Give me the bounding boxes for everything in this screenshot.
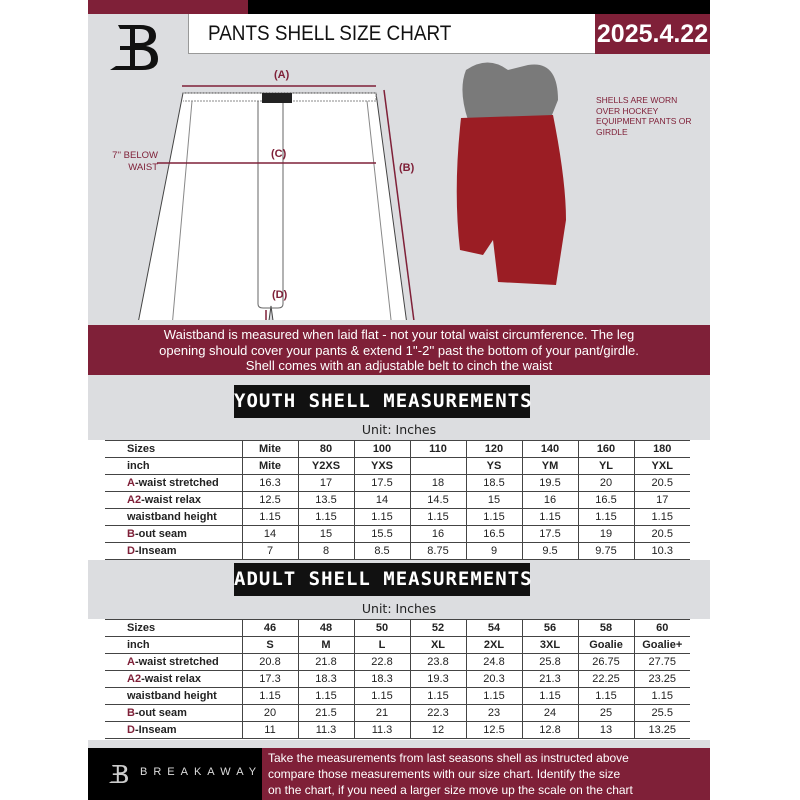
table-cell: 23.25 <box>634 671 690 688</box>
table-cell: Goalie+ <box>634 637 690 654</box>
table-cell: 21.8 <box>298 654 354 671</box>
youth-section-title: YOUTH SHELL MEASUREMENTS <box>234 385 530 418</box>
measure-code: A2 <box>127 494 142 506</box>
footer-line: on the chart, if you need a larger size move up the scale on the chart <box>268 783 633 797</box>
measure-label: Sizes <box>127 622 156 634</box>
top-bar-accent <box>88 0 248 14</box>
table-row <box>105 705 690 722</box>
table-cell: 17 <box>634 492 690 509</box>
measure-label: waistband height <box>127 511 217 523</box>
table-cell: 100 <box>354 441 410 458</box>
table-cell: 13.5 <box>298 492 354 509</box>
table-cell: 120 <box>466 441 522 458</box>
table-cell: 10.3 <box>634 543 690 560</box>
table-cell: 56 <box>522 620 578 637</box>
page-title: PANTS SHELL SIZE CHART <box>208 22 452 45</box>
measurement-info-banner <box>88 325 710 375</box>
adult-unit: Unit: Inches <box>361 601 437 616</box>
table-cell: 16 <box>522 492 578 509</box>
youth-size-table <box>105 440 690 560</box>
table-cell: 58 <box>578 620 634 637</box>
table-cell: 1.15 <box>634 509 690 526</box>
table-cell: 46 <box>242 620 298 637</box>
measure-label: waistband height <box>127 690 217 702</box>
measure-label: -Inseam <box>134 545 177 557</box>
table-cell: 14 <box>242 526 298 543</box>
table-cell: 27.75 <box>634 654 690 671</box>
table-cell: 16.5 <box>578 492 634 509</box>
table-cell: YXS <box>354 458 410 475</box>
table-cell: 15 <box>298 526 354 543</box>
table-cell: YL <box>578 458 634 475</box>
table-cell: 22.25 <box>578 671 634 688</box>
c-note: 7'' BELOW WAIST <box>112 150 158 173</box>
banner-line: Shell comes with an adjustable belt to cinch the waist <box>245 358 553 373</box>
table-cell: 18.5 <box>466 475 522 492</box>
table-cell: 1.15 <box>634 688 690 705</box>
row-label <box>105 671 242 688</box>
label-b: (B) <box>399 162 415 174</box>
table-cell: 11 <box>242 722 298 739</box>
table-cell: 60 <box>634 620 690 637</box>
table-row <box>105 441 690 458</box>
youth-unit: Unit: Inches <box>361 422 437 437</box>
shell-note: SHELLS ARE WORN OVER HOCKEY EQUIPMENT PANTS OR GIRDLE <box>596 95 692 137</box>
table-cell: 26.75 <box>578 654 634 671</box>
table-cell: Mite <box>242 458 298 475</box>
measure-label: -out seam <box>134 528 187 540</box>
measure-code: B <box>127 528 135 540</box>
table-cell: 11.3 <box>354 722 410 739</box>
date-badge: 2025.4.22 <box>595 14 710 54</box>
table-cell: 22.3 <box>410 705 466 722</box>
row-label <box>105 492 242 509</box>
table-row <box>105 620 690 637</box>
table-cell: 54 <box>466 620 522 637</box>
table-cell: 18.3 <box>298 671 354 688</box>
table-row <box>105 637 690 654</box>
banner-line: Waistband is measured when laid flat - not your total waist circumference. The leg <box>163 327 635 342</box>
table-cell: 1.15 <box>242 688 298 705</box>
table-row <box>105 509 690 526</box>
table-cell: 52 <box>410 620 466 637</box>
measure-code: A2 <box>127 673 142 685</box>
table-cell: 19.3 <box>410 671 466 688</box>
measure-label: inch <box>127 460 150 472</box>
row-label <box>105 654 242 671</box>
table-cell: 9.5 <box>522 543 578 560</box>
label-a: (A) <box>274 69 290 81</box>
table-cell: 140 <box>522 441 578 458</box>
table-cell: 19 <box>578 526 634 543</box>
label-c: (C) <box>271 148 287 160</box>
measure-label: -waist relax <box>141 673 201 685</box>
measure-label: -out seam <box>134 707 187 719</box>
table-cell: 80 <box>298 441 354 458</box>
table-row <box>105 458 690 475</box>
table-cell: 1.15 <box>466 509 522 526</box>
table-cell: 20.8 <box>242 654 298 671</box>
table-cell: 9.75 <box>578 543 634 560</box>
table-cell: 1.15 <box>354 688 410 705</box>
table-cell: 160 <box>578 441 634 458</box>
table-cell: 21 <box>354 705 410 722</box>
table-cell: 19.5 <box>522 475 578 492</box>
table-cell: 12 <box>410 722 466 739</box>
table-cell: 24 <box>522 705 578 722</box>
table-cell: 17 <box>298 475 354 492</box>
table-cell: 20.5 <box>634 526 690 543</box>
table-cell: 22.8 <box>354 654 410 671</box>
measure-label: -waist stretched <box>134 477 219 489</box>
table-row <box>105 688 690 705</box>
table-cell: 25.5 <box>634 705 690 722</box>
table-cell: 1.15 <box>466 688 522 705</box>
table-cell: 1.15 <box>410 688 466 705</box>
table-cell: 1.15 <box>242 509 298 526</box>
measure-code: D <box>127 724 135 736</box>
table-cell: M <box>298 637 354 654</box>
footer-instructions <box>262 748 710 800</box>
measure-code: B <box>127 707 135 719</box>
table-row <box>105 475 690 492</box>
table-cell: 25 <box>578 705 634 722</box>
table-row <box>105 526 690 543</box>
row-label <box>105 722 242 739</box>
table-cell: S <box>242 637 298 654</box>
banner-line: opening should cover your pants & extend 1''-2'' past the bottom of your pant/girdle. <box>159 342 639 358</box>
table-row <box>105 671 690 688</box>
measure-code: D <box>127 545 135 557</box>
table-cell: 50 <box>354 620 410 637</box>
table-cell: 8.75 <box>410 543 466 560</box>
buckle-icon <box>262 93 292 103</box>
row-label <box>105 526 242 543</box>
row-label <box>105 458 242 475</box>
measure-label: inch <box>127 639 150 651</box>
table-cell: 14 <box>354 492 410 509</box>
table-cell: 7 <box>242 543 298 560</box>
table-cell: XL <box>410 637 466 654</box>
measure-label: -Inseam <box>134 724 177 736</box>
table-cell: 18.3 <box>354 671 410 688</box>
table-cell: 180 <box>634 441 690 458</box>
table-row <box>105 543 690 560</box>
table-cell: 1.15 <box>298 509 354 526</box>
table-cell: 20 <box>242 705 298 722</box>
adult-section-title: ADULT SHELL MEASUREMENTS <box>234 563 530 596</box>
footer-line: Take the measurements from last seasons shell as instructed above <box>268 751 629 765</box>
row-label <box>105 637 242 654</box>
table-cell: Goalie <box>578 637 634 654</box>
table-cell: 1.15 <box>410 509 466 526</box>
table-cell: 9 <box>466 543 522 560</box>
table-cell: 48 <box>298 620 354 637</box>
table-cell: 1.15 <box>522 509 578 526</box>
table-cell: 17.5 <box>522 526 578 543</box>
table-cell: 1.15 <box>298 688 354 705</box>
table-cell: 16.3 <box>242 475 298 492</box>
table-row <box>105 654 690 671</box>
table-cell: 16.5 <box>466 526 522 543</box>
table-cell: 14.5 <box>410 492 466 509</box>
table-cell: 11.3 <box>298 722 354 739</box>
table-cell <box>410 458 466 475</box>
table-cell: 110 <box>410 441 466 458</box>
table-cell: 8.5 <box>354 543 410 560</box>
table-cell: 25.8 <box>522 654 578 671</box>
measure-code: A <box>127 656 135 668</box>
table-cell: 15.5 <box>354 526 410 543</box>
row-label <box>105 620 242 637</box>
table-cell: 17.3 <box>242 671 298 688</box>
table-cell: Mite <box>242 441 298 458</box>
table-cell: YM <box>522 458 578 475</box>
measure-code: A <box>127 477 135 489</box>
table-cell: 21.5 <box>298 705 354 722</box>
adult-size-table <box>105 619 690 739</box>
table-cell: 18 <box>410 475 466 492</box>
table-cell: 23 <box>466 705 522 722</box>
table-cell: 12.5 <box>466 722 522 739</box>
table-cell: 15 <box>466 492 522 509</box>
red-shell-image <box>457 115 566 285</box>
table-cell: YXL <box>634 458 690 475</box>
row-label <box>105 441 242 458</box>
label-d: (D) <box>272 289 288 301</box>
row-label <box>105 475 242 492</box>
table-cell: L <box>354 637 410 654</box>
table-cell: 24.8 <box>466 654 522 671</box>
table-cell: YS <box>466 458 522 475</box>
table-cell: 21.3 <box>522 671 578 688</box>
brand-name: BREAKAWAY <box>140 766 263 778</box>
girdle-image <box>462 63 558 121</box>
measure-label: -waist stretched <box>134 656 219 668</box>
table-cell: 17.5 <box>354 475 410 492</box>
row-label <box>105 688 242 705</box>
table-cell: Y2XS <box>298 458 354 475</box>
table-cell: 12.5 <box>242 492 298 509</box>
table-cell: 8 <box>298 543 354 560</box>
table-cell: 16 <box>410 526 466 543</box>
row-label <box>105 543 242 560</box>
table-row <box>105 492 690 509</box>
breakaway-logo-small-icon <box>108 760 130 788</box>
table-row <box>105 722 690 739</box>
top-bar <box>248 0 710 14</box>
row-label <box>105 509 242 526</box>
table-cell: 23.8 <box>410 654 466 671</box>
row-label <box>105 705 242 722</box>
measure-label: -waist relax <box>141 494 201 506</box>
table-cell: 1.15 <box>578 688 634 705</box>
table-cell: 3XL <box>522 637 578 654</box>
table-cell: 12.8 <box>522 722 578 739</box>
table-cell: 1.15 <box>522 688 578 705</box>
footer-line: compare those measurements with our size chart. Identify the size <box>268 767 621 781</box>
table-cell: 20 <box>578 475 634 492</box>
table-cell: 13.25 <box>634 722 690 739</box>
table-cell: 13 <box>578 722 634 739</box>
table-cell: 20.5 <box>634 475 690 492</box>
measure-label: Sizes <box>127 443 156 455</box>
table-cell: 1.15 <box>578 509 634 526</box>
table-cell: 20.3 <box>466 671 522 688</box>
table-cell: 1.15 <box>354 509 410 526</box>
table-cell: 2XL <box>466 637 522 654</box>
